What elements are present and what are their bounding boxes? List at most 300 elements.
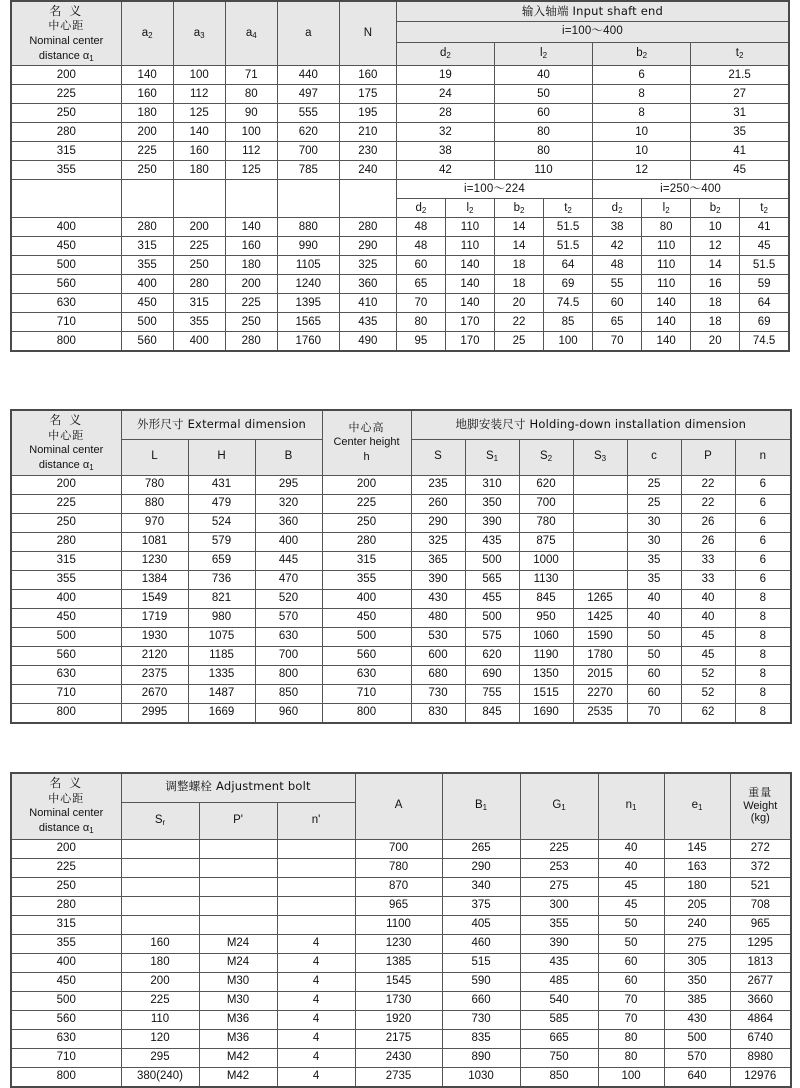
table-row <box>11 589 791 608</box>
cell-ld2: 48 <box>396 218 445 237</box>
cell-S1: 755 <box>465 684 519 703</box>
cell-L: 1081 <box>121 532 188 551</box>
cell-rd2: 70 <box>593 332 642 352</box>
cell-rb2: 16 <box>691 275 740 294</box>
cell-W: 1813 <box>730 953 791 972</box>
cell-a2: 400 <box>121 275 173 294</box>
cell-Pp <box>199 839 277 858</box>
cell-a1: 355 <box>11 161 121 180</box>
table-row <box>11 161 789 180</box>
cell-a2: 180 <box>121 104 173 123</box>
cell-H: 1669 <box>188 703 255 723</box>
cell-c: 35 <box>627 570 681 589</box>
cell-a2: 160 <box>121 85 173 104</box>
column-header-S: $S_1$ <box>465 439 519 475</box>
cell-S1: 455 <box>465 589 519 608</box>
column-header-l2: $l_2$ <box>445 199 494 218</box>
cell-S2: 700 <box>519 494 573 513</box>
column-header-G: $G_1$ <box>520 773 598 840</box>
cell-a1: 280 <box>11 532 121 551</box>
cell-Sr <box>121 915 199 934</box>
cell-a: 990 <box>277 237 339 256</box>
cell-P: 52 <box>681 665 735 684</box>
cell-S1: 500 <box>465 608 519 627</box>
cell-rt2: 69 <box>740 313 789 332</box>
cell-a1: 800 <box>11 1067 121 1087</box>
cell-lb2: 20 <box>494 294 543 313</box>
cell-a1: 560 <box>11 1010 121 1029</box>
column-header-H: H <box>188 439 255 475</box>
column-header-n: n <box>735 439 791 475</box>
table-row <box>11 839 791 858</box>
cell-a: 700 <box>277 142 339 161</box>
cell-B1: 515 <box>442 953 520 972</box>
cell-L: 1930 <box>121 627 188 646</box>
cell-a1: 800 <box>11 703 121 723</box>
cell-Sr: 110 <box>121 1010 199 1029</box>
cell-l2: 40 <box>494 66 592 85</box>
cell-W: 708 <box>730 896 791 915</box>
cell-L: 1384 <box>121 570 188 589</box>
cell-H: 1487 <box>188 684 255 703</box>
cell-a1: 225 <box>11 85 121 104</box>
cell-G1: 355 <box>520 915 598 934</box>
table-row <box>11 991 791 1010</box>
column-header-S: S <box>411 439 465 475</box>
cell-a1: 560 <box>11 646 121 665</box>
cell-Sr <box>121 858 199 877</box>
cell-H: 1185 <box>188 646 255 665</box>
cell-B: 960 <box>255 703 322 723</box>
cell-S2: 845 <box>519 589 573 608</box>
cell-H: 736 <box>188 570 255 589</box>
cell-h: 250 <box>322 513 411 532</box>
cell-n: 6 <box>735 570 791 589</box>
cell-B1: 590 <box>442 972 520 991</box>
cell-S: 680 <box>411 665 465 684</box>
cell-a2: 280 <box>121 218 173 237</box>
cell-S2: 875 <box>519 532 573 551</box>
table-header-row <box>11 410 791 439</box>
cell-A: 965 <box>355 896 442 915</box>
cell-S1: 620 <box>465 646 519 665</box>
cell-Sr: 225 <box>121 991 199 1010</box>
cell-np <box>277 896 355 915</box>
cell-A: 1385 <box>355 953 442 972</box>
column-header-asub: $a_4$ <box>225 1 277 66</box>
cell-a1: 250 <box>11 877 121 896</box>
column-header-e: $e_1$ <box>664 773 730 840</box>
cell-a4: 140 <box>225 218 277 237</box>
cell-W: 965 <box>730 915 791 934</box>
cell-G1: 225 <box>520 839 598 858</box>
column-header-l2: $l_2$ <box>494 42 592 65</box>
cell-S1: 690 <box>465 665 519 684</box>
cell-Pp: M42 <box>199 1048 277 1067</box>
nominal-center-distance-header: 名 义 中心距 Nominal center distance $\alpha_1$ <box>11 1 121 66</box>
cell-a1: 355 <box>11 570 121 589</box>
cell-P: 33 <box>681 570 735 589</box>
cell-a3: 180 <box>173 161 225 180</box>
cell-A: 1100 <box>355 915 442 934</box>
cell-rb2: 20 <box>691 332 740 352</box>
cell-N: 210 <box>339 123 396 142</box>
cell-a: 1760 <box>277 332 339 352</box>
cell-rl2: 140 <box>642 332 691 352</box>
cell-n1: 80 <box>598 1029 664 1048</box>
cell-a: 497 <box>277 85 339 104</box>
cell-B1: 835 <box>442 1029 520 1048</box>
cell-Pp: M42 <box>199 1067 277 1087</box>
cell-a3: 112 <box>173 85 225 104</box>
blank-cell <box>173 180 225 218</box>
cell-a1: 250 <box>11 104 121 123</box>
cell-S: 365 <box>411 551 465 570</box>
cell-a1: 280 <box>11 123 121 142</box>
cell-B1: 340 <box>442 877 520 896</box>
cell-lt2: 51.5 <box>544 237 593 256</box>
cell-N: 280 <box>339 218 396 237</box>
cell-n: 6 <box>735 551 791 570</box>
cell-np <box>277 839 355 858</box>
cell-lt2: 85 <box>544 313 593 332</box>
cell-t2: 35 <box>691 123 789 142</box>
cell-H: 1075 <box>188 627 255 646</box>
cell-a1: 450 <box>11 608 121 627</box>
cell-rt2: 45 <box>740 237 789 256</box>
cell-B: 360 <box>255 513 322 532</box>
column-header-weight: 重量 Weight (kg) <box>730 773 791 840</box>
cell-l2: 80 <box>494 142 592 161</box>
cell-B: 520 <box>255 589 322 608</box>
cell-S1: 575 <box>465 627 519 646</box>
cell-L: 2375 <box>121 665 188 684</box>
cell-a3: 200 <box>173 218 225 237</box>
cell-rb2: 14 <box>691 256 740 275</box>
cell-d2: 19 <box>396 66 494 85</box>
column-header-n: $n_1$ <box>598 773 664 840</box>
cell-rl2: 140 <box>642 294 691 313</box>
cell-Sr <box>121 839 199 858</box>
cell-P: 62 <box>681 703 735 723</box>
cell-c: 25 <box>627 475 681 494</box>
cell-a3: 280 <box>173 275 225 294</box>
cell-S: 600 <box>411 646 465 665</box>
cell-Pp: M24 <box>199 953 277 972</box>
cell-S3 <box>573 513 627 532</box>
cell-N: 230 <box>339 142 396 161</box>
cell-np <box>277 858 355 877</box>
cell-H: 659 <box>188 551 255 570</box>
cell-ld2: 48 <box>396 237 445 256</box>
cell-N: 360 <box>339 275 396 294</box>
cell-a: 440 <box>277 66 339 85</box>
cell-S1: 435 <box>465 532 519 551</box>
cell-H: 1335 <box>188 665 255 684</box>
cell-Pp <box>199 896 277 915</box>
cell-rd2: 55 <box>593 275 642 294</box>
cell-np: 4 <box>277 991 355 1010</box>
cell-S3 <box>573 475 627 494</box>
cell-H: 980 <box>188 608 255 627</box>
cell-lt2: 64 <box>544 256 593 275</box>
table-row <box>11 532 791 551</box>
cell-b2: 10 <box>593 142 691 161</box>
cell-N: 240 <box>339 161 396 180</box>
cell-L: 2670 <box>121 684 188 703</box>
table-row <box>11 275 789 294</box>
cell-ld2: 80 <box>396 313 445 332</box>
cell-e1: 275 <box>664 934 730 953</box>
cell-rd2: 38 <box>593 218 642 237</box>
cell-A: 1920 <box>355 1010 442 1029</box>
table-row <box>11 570 791 589</box>
cell-S: 730 <box>411 684 465 703</box>
cell-a1: 450 <box>11 972 121 991</box>
cell-a1: 400 <box>11 218 121 237</box>
cell-lb2: 18 <box>494 275 543 294</box>
group-header-ratio-range-low: i=100～224 <box>396 180 592 199</box>
cell-N: 435 <box>339 313 396 332</box>
cell-a1: 355 <box>11 934 121 953</box>
column-header-t2: $t_2$ <box>691 42 789 65</box>
cell-a: 555 <box>277 104 339 123</box>
cell-a3: 250 <box>173 256 225 275</box>
blank-cell <box>121 180 173 218</box>
cell-S2: 1000 <box>519 551 573 570</box>
cell-S2: 1130 <box>519 570 573 589</box>
cell-e1: 430 <box>664 1010 730 1029</box>
cell-d2: 38 <box>396 142 494 161</box>
cell-a1: 710 <box>11 313 121 332</box>
table-spacer-1 <box>10 352 790 409</box>
cell-rd2: 60 <box>593 294 642 313</box>
cell-G1: 665 <box>520 1029 598 1048</box>
cell-L: 1230 <box>121 551 188 570</box>
cell-S1: 350 <box>465 494 519 513</box>
cell-N: 325 <box>339 256 396 275</box>
cell-h: 225 <box>322 494 411 513</box>
cell-n: 8 <box>735 665 791 684</box>
cell-L: 1549 <box>121 589 188 608</box>
cell-S3: 1425 <box>573 608 627 627</box>
cell-a4: 250 <box>225 313 277 332</box>
cell-lb2: 14 <box>494 218 543 237</box>
cell-B: 320 <box>255 494 322 513</box>
cell-S3 <box>573 532 627 551</box>
cell-rl2: 140 <box>642 313 691 332</box>
cell-Pp: M30 <box>199 991 277 1010</box>
cell-P: 33 <box>681 551 735 570</box>
cell-l2: 80 <box>494 123 592 142</box>
cell-S2: 1515 <box>519 684 573 703</box>
cell-N: 290 <box>339 237 396 256</box>
cell-H: 431 <box>188 475 255 494</box>
cell-b2: 10 <box>593 123 691 142</box>
cell-B: 470 <box>255 570 322 589</box>
cell-B: 445 <box>255 551 322 570</box>
table-row <box>11 627 791 646</box>
cell-a4: 100 <box>225 123 277 142</box>
cell-B: 850 <box>255 684 322 703</box>
cell-Sr: 160 <box>121 934 199 953</box>
cell-h: 560 <box>322 646 411 665</box>
cell-n1: 60 <box>598 972 664 991</box>
blank-cell <box>339 180 396 218</box>
cell-c: 40 <box>627 589 681 608</box>
cell-W: 3660 <box>730 991 791 1010</box>
cell-ll2: 140 <box>445 256 494 275</box>
cell-a: 880 <box>277 218 339 237</box>
cell-W: 272 <box>730 839 791 858</box>
cell-n: 8 <box>735 703 791 723</box>
column-header-b2: $b_2$ <box>593 42 691 65</box>
cell-l2: 60 <box>494 104 592 123</box>
cell-rb2: 18 <box>691 294 740 313</box>
table-row <box>11 665 791 684</box>
cell-B1: 890 <box>442 1048 520 1067</box>
blank-cell <box>225 180 277 218</box>
cell-ll2: 140 <box>445 294 494 313</box>
group-header-input-shaft-end: 输入轴端 Input shaft end <box>396 1 789 22</box>
cell-a1: 280 <box>11 896 121 915</box>
cell-Pp <box>199 877 277 896</box>
cell-Sr: 380(240) <box>121 1067 199 1087</box>
cell-P: 52 <box>681 684 735 703</box>
cell-b2: 12 <box>593 161 691 180</box>
table-header-row <box>11 1 789 22</box>
cell-h: 630 <box>322 665 411 684</box>
cell-S3: 2535 <box>573 703 627 723</box>
cell-L: 780 <box>121 475 188 494</box>
cell-n1: 50 <box>598 915 664 934</box>
cell-B1: 405 <box>442 915 520 934</box>
cell-a2: 225 <box>121 142 173 161</box>
external-dimension-table <box>10 409 792 723</box>
cell-n1: 60 <box>598 953 664 972</box>
cell-ll2: 110 <box>445 237 494 256</box>
cell-a1: 315 <box>11 142 121 161</box>
group-header-adjustment-bolt: 调整螺栓 Adjustment bolt <box>121 773 355 803</box>
cell-L: 2995 <box>121 703 188 723</box>
cell-S3: 1265 <box>573 589 627 608</box>
cell-N: 490 <box>339 332 396 352</box>
cell-a3: 225 <box>173 237 225 256</box>
cell-a1: 200 <box>11 839 121 858</box>
column-header-asub: $a_2$ <box>121 1 173 66</box>
cell-rl2: 110 <box>642 256 691 275</box>
cell-B1: 660 <box>442 991 520 1010</box>
cell-np: 4 <box>277 1029 355 1048</box>
cell-S2: 1690 <box>519 703 573 723</box>
cell-a4: 125 <box>225 161 277 180</box>
table-row <box>11 703 791 723</box>
cell-d2: 32 <box>396 123 494 142</box>
cell-N: 195 <box>339 104 396 123</box>
table-row <box>11 104 789 123</box>
cell-np: 4 <box>277 1067 355 1087</box>
cell-lb2: 18 <box>494 256 543 275</box>
cell-e1: 145 <box>664 839 730 858</box>
column-header-n-prime: n' <box>277 802 355 839</box>
cell-G1: 850 <box>520 1067 598 1087</box>
cell-a1: 450 <box>11 237 121 256</box>
cell-np: 4 <box>277 934 355 953</box>
table-row <box>11 858 791 877</box>
cell-Sr: 200 <box>121 972 199 991</box>
cell-G1: 485 <box>520 972 598 991</box>
cell-a1: 800 <box>11 332 121 352</box>
cell-a1: 500 <box>11 991 121 1010</box>
cell-t2: 31 <box>691 104 789 123</box>
cell-Sr <box>121 896 199 915</box>
group-header-external-dimension: 外形尺寸 Extermal dimension <box>121 410 322 439</box>
cell-a4: 160 <box>225 237 277 256</box>
cell-e1: 385 <box>664 991 730 1010</box>
cell-a1: 630 <box>11 294 121 313</box>
cell-np: 4 <box>277 953 355 972</box>
cell-n1: 80 <box>598 1048 664 1067</box>
cell-d2: 28 <box>396 104 494 123</box>
cell-lt2: 100 <box>544 332 593 352</box>
cell-S1: 565 <box>465 570 519 589</box>
column-header-t2: $t_2$ <box>740 199 789 218</box>
table-row <box>11 237 789 256</box>
cell-G1: 540 <box>520 991 598 1010</box>
column-header-d2: $d_2$ <box>593 199 642 218</box>
cell-B: 400 <box>255 532 322 551</box>
cell-P: 26 <box>681 532 735 551</box>
column-header-d2: $d_2$ <box>396 42 494 65</box>
cell-h: 280 <box>322 532 411 551</box>
cell-a2: 250 <box>121 161 173 180</box>
cell-c: 50 <box>627 627 681 646</box>
cell-a4: 90 <box>225 104 277 123</box>
cell-A: 1230 <box>355 934 442 953</box>
cell-ll2: 170 <box>445 332 494 352</box>
column-header-B: $B_1$ <box>442 773 520 840</box>
cell-c: 60 <box>627 684 681 703</box>
cell-S3: 1780 <box>573 646 627 665</box>
cell-ld2: 65 <box>396 275 445 294</box>
cell-W: 521 <box>730 877 791 896</box>
cell-a2: 315 <box>121 237 173 256</box>
cell-P: 45 <box>681 627 735 646</box>
cell-t2: 21.5 <box>691 66 789 85</box>
cell-G1: 585 <box>520 1010 598 1029</box>
cell-np: 4 <box>277 1010 355 1029</box>
cell-Pp <box>199 915 277 934</box>
cell-e1: 240 <box>664 915 730 934</box>
cell-rl2: 80 <box>642 218 691 237</box>
cell-G1: 435 <box>520 953 598 972</box>
cell-a: 785 <box>277 161 339 180</box>
cell-L: 1719 <box>121 608 188 627</box>
table-row <box>11 475 791 494</box>
table-row <box>11 294 789 313</box>
blank-cell <box>277 180 339 218</box>
nominal-center-distance-header: 名 义 中心距 Nominal center distance $\alpha_1$ <box>11 410 121 475</box>
cell-L: 880 <box>121 494 188 513</box>
cell-rl2: 110 <box>642 237 691 256</box>
cell-lt2: 74.5 <box>544 294 593 313</box>
cell-B1: 1030 <box>442 1067 520 1087</box>
cell-a: 1105 <box>277 256 339 275</box>
cell-a4: 200 <box>225 275 277 294</box>
cell-P: 40 <box>681 589 735 608</box>
table-row <box>11 915 791 934</box>
cell-a: 1395 <box>277 294 339 313</box>
